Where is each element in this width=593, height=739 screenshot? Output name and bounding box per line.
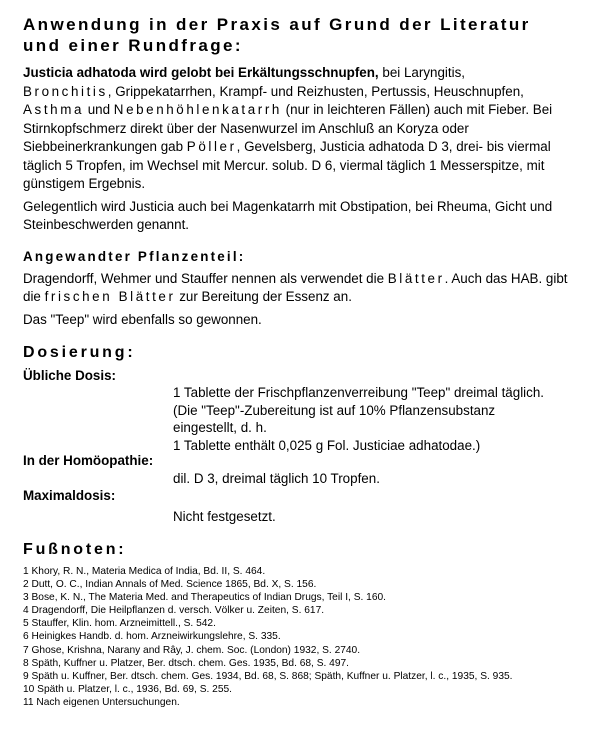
spaced-word-nebenhoehlenkatarrh: Nebenhöhlenkatarrh [113,102,282,117]
section-heading-footnotes: Fußnoten: [23,541,127,558]
footnote-item: 11 Nach eigenen Untersuchungen. [23,696,180,708]
dosage-label-maximum: Maximaldosis: [23,487,116,503]
footnote-item: 7 Ghose, Krishna, Narany and Râу, J. chem. Soc. (London) 1932, S. 2740. [23,644,361,656]
footnote-item: 2 Dutt, O. C., Indian Annals of Med. Science 1865, Bd. X, S. 156. [23,579,317,591]
bold-lead-text: Justicia adhatoda wird gelobt bei Erkältungsschnupfen, [23,65,379,80]
section-heading-plant-part: Angewandter Pflanzenteil: [23,248,246,264]
spaced-word-blaetter: Blätter [387,270,445,286]
footnote-item: 1 Khory, R. N., Materia Medica of India, Bd. II, S. 464. [23,566,266,577]
dosage-text-usual [173,384,573,454]
paragraph-teep: Das "Teep" wird ebenfalls so gewonnen. [23,311,262,327]
text-run: , Gevelsberg, Justicia adhatoda D 3, drei- bis viermal täglich 5 Tropfen, im Wechsel mit Mercur. solub. D 6, viermal täglich 1 Messerspitze, mit günstigem Ergebnis. [23,139,551,191]
dosage-label-homeopathy: In der Homöopathie: [23,453,154,468]
text-run: Dragendorff, Wehmer und Stauffer nennen als verwendet die [23,270,388,286]
text-run: und [84,102,114,117]
dosage-line: (Die "Teep"-Zubereitung ist auf 10% Pflanzensubstanz [173,402,496,418]
footnote-item: 6 Heinigkes Handb. d. hom. Arzneiwirkungslehre, S. 335. [23,631,281,643]
dosage-line: 1 Tablette der Frischpflanzenverreibung "Teep" dreimal täglich. [173,385,545,400]
footnote-item: 9 Späth u. Kuffner, Ber. dtsch. chem. Ges. 1934, Bd. 68, S. 868; Späth, Kuffner u. Platzer, l. c., 1935, S. 935. [23,670,513,682]
spaced-word-frischen-blaetter: frischen Blätter [44,289,176,304]
paragraph-plant-part [23,270,573,307]
section-heading-application: Anwendung in der Praxis auf Grund der Literatur und einer Rundfrage: [23,15,531,55]
footnote-item: 5 Stauffer, Klin. hom. Arzneimittell., S. 542. [23,618,216,630]
text-run: zur Bereitung der Essenz an. [175,289,352,304]
dosage-label-usual: Übliche Dosis: [23,368,117,383]
spaced-word-bronchitis: Bronchitis [23,83,108,99]
dosage-line: eingestellt, d. h. [173,420,267,435]
paragraph-other-uses: Gelegentlich wird Justicia auch bei Magenkatarrh mit Obstipation, bei Rheuma, Gicht und Steinbeschwerden genannt. [23,198,553,232]
footnote-item: 3 Bose, K. N., The Materia Med. and Therapeutics of Indian Drugs, Teil I, S. 160. [23,592,386,604]
dosage-text-homeopathy: dil. D 3, dreimal täglich 10 Tropfen. [173,471,380,486]
dosage-line: 1 Tablette enthält 0,025 g Fol. Justiciae adhatodae.) [173,437,481,453]
text-run: . Auch das HAB. gibt die [23,270,568,304]
spaced-word-poeller: Pöller [186,139,237,154]
text-run: bei Laryngitis, [378,65,465,80]
footnote-list [23,565,573,709]
document-page [23,14,573,709]
spaced-word-asthma: Asthma [23,102,84,117]
section-heading-dosage: Dosierung: [23,344,136,361]
text-run: (nur in leichteren Fällen) auch mit Fieber. Bei Stirnkopfschmerz direkt über der Nasenwurzel im Anschluß an Koryza oder Siebbeinerkrankungen gab [23,102,553,154]
paragraph-application [23,64,573,194]
footnote-item: 10 Späth u. Platzer, l. c., 1936, Bd. 69, S. 255. [23,683,232,695]
footnote-item: 4 Dragendorff, Die Heilpflanzen d. versch. Völker u. Zeiten, S. 617. [23,605,325,617]
text-run: , Grippekatarrhen, Krampf- und Reizhusten, Pertussis, Heuschnupfen, [107,83,524,99]
footnote-item: 8 Späth, Kuffner u. Platzer, Ber. dtsch. chem. Ges. 1935, Bd. 68, S. 497. [23,657,350,669]
dosage-text-maximum: Nicht festgesetzt. [173,508,276,524]
